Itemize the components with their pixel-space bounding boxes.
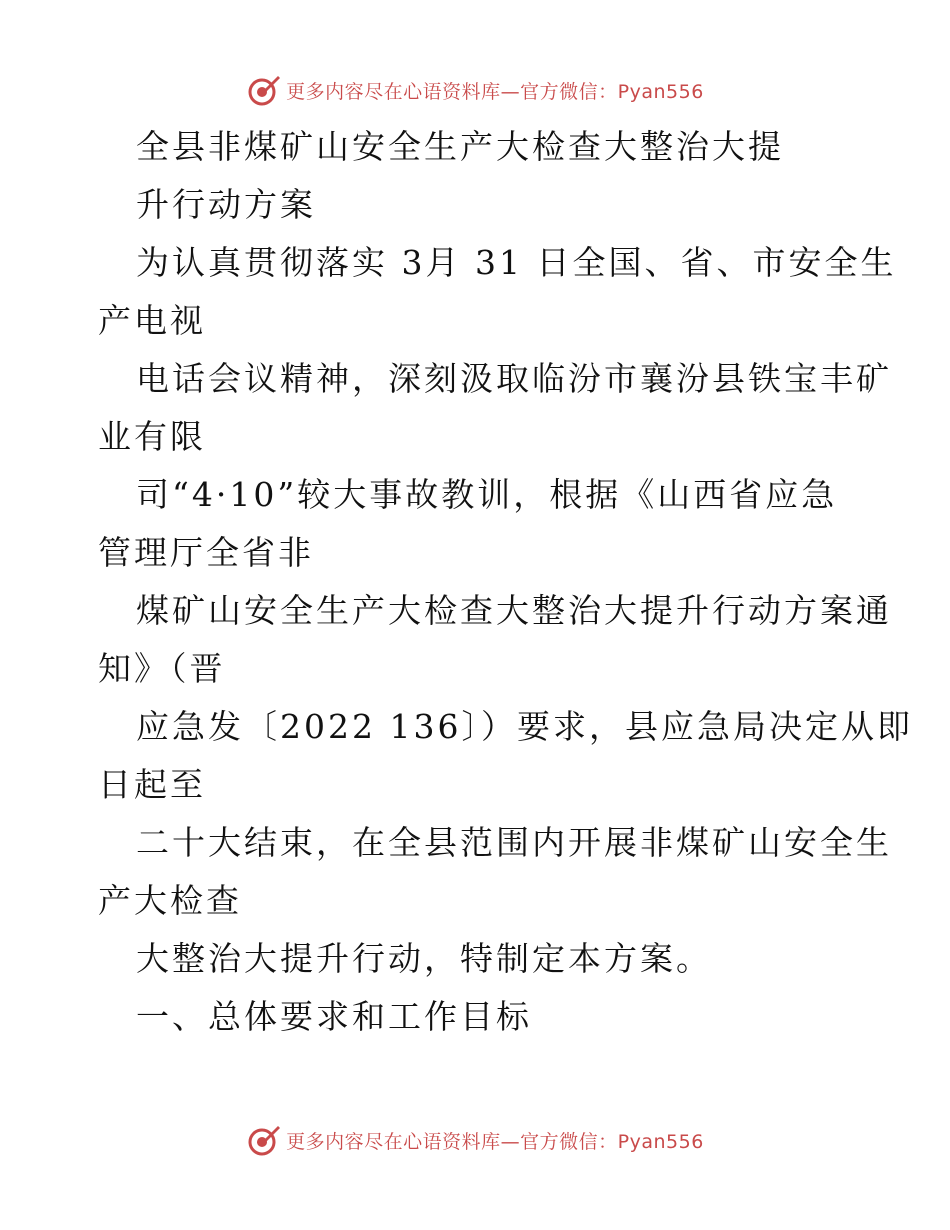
paragraph-line: 应急发〔2022 136〕）要求，县应急局决定从即 <box>136 707 913 746</box>
paragraph-line: 煤矿山安全生产大检查大整治大提升行动方案通 <box>136 591 892 630</box>
pen-logo-icon <box>246 1122 282 1158</box>
paragraph-line: 知》（晋 <box>98 649 226 688</box>
document-title: 全县非煤矿山安全生产大检查大整治大提 <box>136 127 784 166</box>
paragraph-line: 产大检查 <box>98 881 242 920</box>
section-heading: 一、总体要求和工作目标 <box>136 997 532 1036</box>
paragraph-line: 大整治大提升行动，特制定本方案。 <box>136 939 712 978</box>
paragraph-line: 司“4·10”较大事故教训，根据《山西省应急 <box>136 475 838 514</box>
watermark-text: 更多内容尽在心语资料库—官方微信：Pyan556 <box>286 80 704 103</box>
paragraph-line: 产电视 <box>98 301 206 340</box>
watermark-text: 更多内容尽在心语资料库—官方微信：Pyan556 <box>286 1130 704 1153</box>
pen-logo-icon <box>246 72 282 108</box>
paragraph-line: 为认真贯彻落实 3月 31 日全国、省、市安全生 <box>136 243 897 282</box>
paragraph-line: 管理厅全省非 <box>98 533 314 572</box>
document-body <box>98 118 913 1046</box>
paragraph-line: 日起至 <box>98 765 206 804</box>
watermark-header <box>0 70 950 110</box>
paragraph-line: 业有限 <box>98 417 206 456</box>
document-title-cont: 升行动方案 <box>136 185 316 224</box>
watermark-footer <box>0 1120 950 1160</box>
paragraph-line: 二十大结束，在全县范围内开展非煤矿山安全生 <box>136 823 892 862</box>
paragraph-line: 电话会议精神，深刻汲取临汾市襄汾县铁宝丰矿 <box>136 359 892 398</box>
